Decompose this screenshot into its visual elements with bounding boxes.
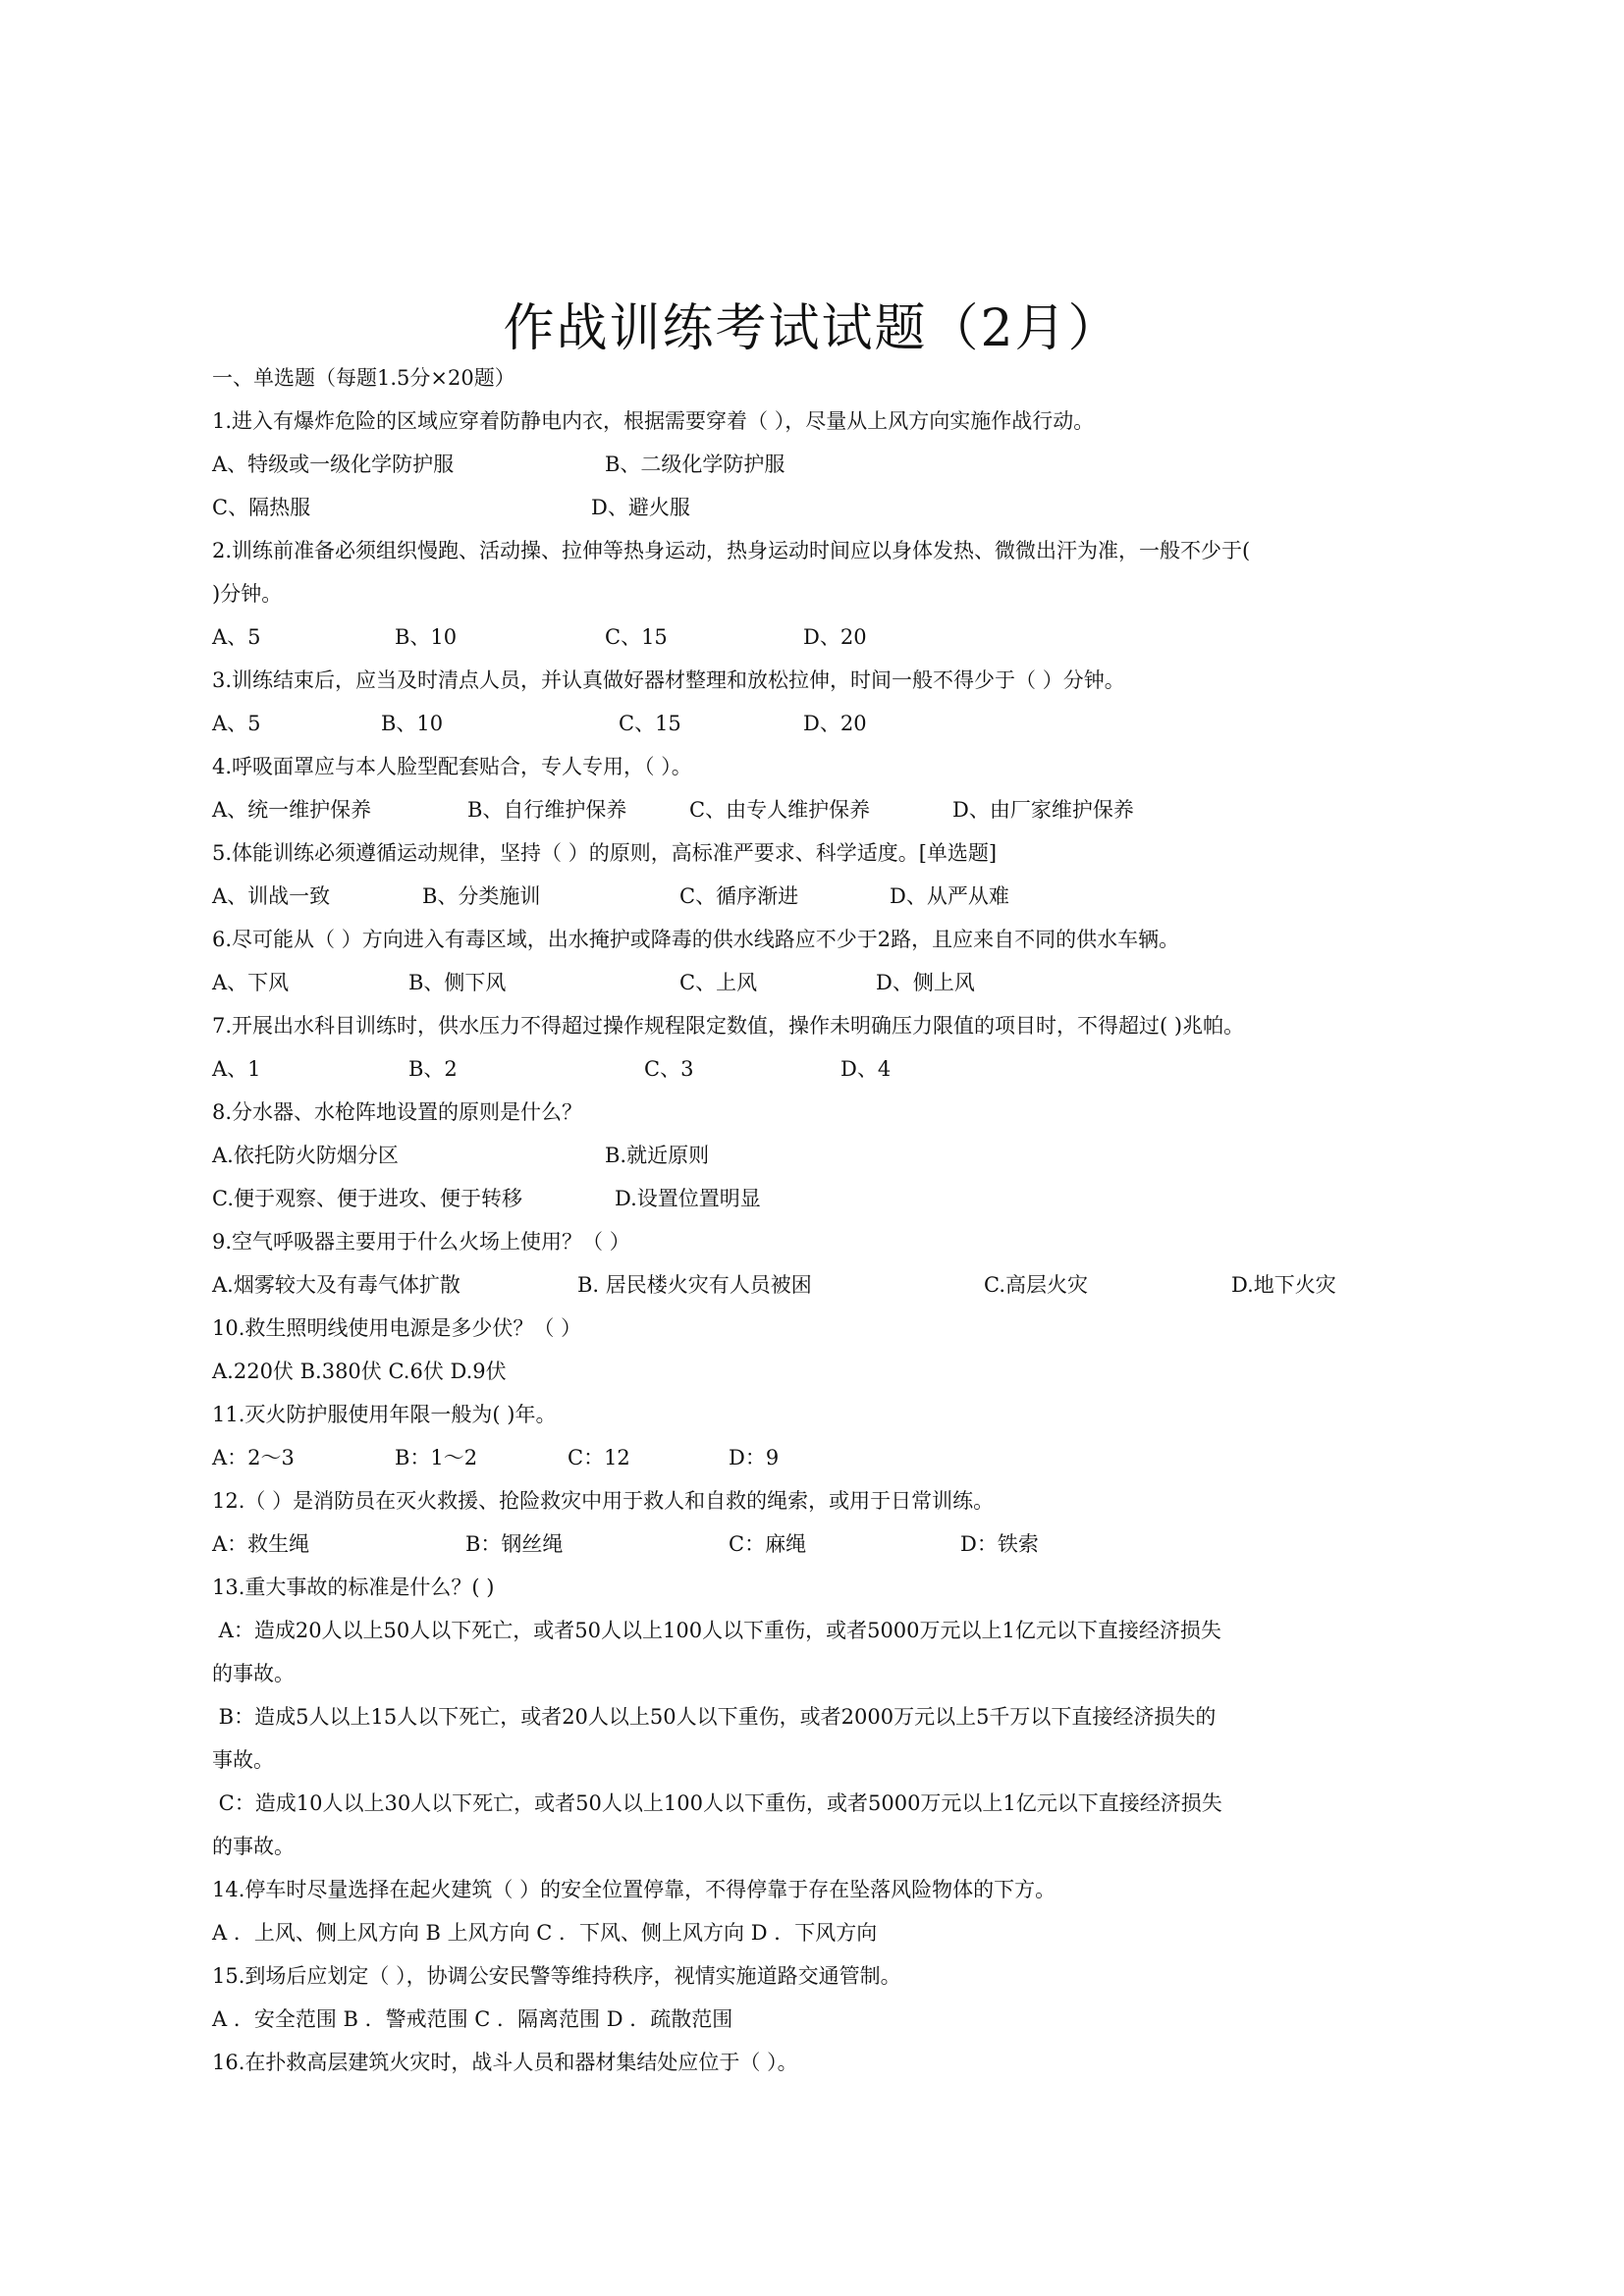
q7-option-d: D、4 bbox=[840, 1057, 892, 1081]
question-13: 13.重大事故的标准是什么？( ) bbox=[212, 1575, 495, 1599]
q9-option-a: A.烟雾较大及有毒气体扩散 bbox=[212, 1273, 460, 1297]
q9-option-d: D.地下火灾 bbox=[1231, 1273, 1336, 1297]
q5-option-d: D、从严从难 bbox=[890, 884, 1009, 908]
question-4: 4.呼吸面罩应与本人脸型配套贴合，专人专用，（ ）。 bbox=[212, 755, 692, 778]
q11-option-a: A：2～3 bbox=[212, 1446, 295, 1469]
q4-option-b: B、自行维护保养 bbox=[467, 798, 627, 822]
question-15-options: A ．安全范围 B ．警戒范围 C ．隔离范围 D ．疏散范围 bbox=[212, 2007, 733, 2031]
question-13-option-a: A：造成20人以上50人以下死亡，或者50人以上100人以下重伤，或者5000万元以上1亿元以下直接经济损失 bbox=[212, 1619, 1221, 1642]
q4-option-c: C、由专人维护保养 bbox=[689, 798, 871, 822]
question-10-options: A.220伏 B.380伏 C.6伏 D.9伏 bbox=[212, 1360, 507, 1383]
q11-option-d: D：9 bbox=[729, 1446, 780, 1469]
q9-option-c: C.高层火灾 bbox=[984, 1273, 1088, 1297]
q2-option-c: C、15 bbox=[605, 625, 668, 649]
q6-option-d: D、侧上风 bbox=[876, 971, 975, 994]
question-7: 7.开展出水科目训练时，供水压力不得超过操作规程限定数值，操作未明确压力限值的项目时，不得超过( )兆帕。 bbox=[212, 1014, 1245, 1038]
q5-option-c: C、循序渐进 bbox=[679, 884, 799, 908]
q4-option-d: D、由厂家维护保养 bbox=[952, 798, 1134, 822]
question-13-option-c-continued: 的事故。 bbox=[212, 1835, 295, 1858]
question-2: 2.训练前准备必须组织慢跑、活动操、拉伸等热身运动，热身运动时间应以身体发热、微微出汗为准，一般不少于( bbox=[212, 539, 1251, 562]
q7-option-c: C、3 bbox=[644, 1057, 694, 1081]
question-15: 15.到场后应划定（ ），协调公安民警等维持秩序，视情实施道路交通管制。 bbox=[212, 1964, 901, 1988]
q8-option-a: A.依托防火防烟分区 bbox=[212, 1144, 399, 1167]
question-5: 5.体能训练必须遵循运动规律，坚持（ ）的原则，高标准严要求、科学适度。[单选题] bbox=[212, 841, 998, 865]
question-2-continued: )分钟。 bbox=[212, 582, 283, 606]
q8-option-b: B.就近原则 bbox=[605, 1144, 710, 1167]
question-9: 9.空气呼吸器主要用于什么火场上使用？（ ） bbox=[212, 1230, 630, 1254]
question-13-option-a-continued: 的事故。 bbox=[212, 1662, 295, 1685]
question-14-options: A ．上风、侧上风方向 B 上风方向 C ．下风、侧上风方向 D ．下风方向 bbox=[212, 1921, 878, 1945]
q2-option-d: D、20 bbox=[803, 625, 867, 649]
q8-option-c: C.便于观察、便于进攻、便于转移 bbox=[212, 1187, 522, 1210]
question-14: 14.停车时尽量选择在起火建筑（ ）的安全位置停靠，不得停靠于存在坠落风险物体的下方。 bbox=[212, 1878, 1056, 1901]
section-heading: 一、单选题（每题1.5分×20题） bbox=[212, 366, 515, 390]
question-13-option-c: C：造成10人以上30人以下死亡，或者50人以上100人以下重伤，或者5000万元以上1亿元以下直接经济损失 bbox=[212, 1791, 1222, 1815]
q3-option-a: A、5 bbox=[212, 712, 261, 735]
q4-option-a: A、统一维护保养 bbox=[212, 798, 372, 822]
question-11: 11.灭火防护服使用年限一般为( )年。 bbox=[212, 1403, 557, 1426]
q6-option-a: A、下风 bbox=[212, 971, 290, 994]
q3-option-c: C、15 bbox=[619, 712, 681, 735]
q5-option-a: A、训战一致 bbox=[212, 884, 331, 908]
q7-option-a: A、1 bbox=[212, 1057, 261, 1081]
q12-option-b: B：钢丝绳 bbox=[465, 1532, 564, 1556]
question-13-option-b-continued: 事故。 bbox=[212, 1748, 274, 1772]
q6-option-b: B、侧下风 bbox=[408, 971, 507, 994]
q12-option-d: D：铁索 bbox=[960, 1532, 1039, 1556]
q3-option-b: B、10 bbox=[381, 712, 444, 735]
question-8: 8.分水器、水枪阵地设置的原则是什么？ bbox=[212, 1100, 583, 1124]
question-16: 16.在扑救高层建筑火灾时，战斗人员和器材集结处应位于（ ）。 bbox=[212, 2051, 798, 2074]
q11-option-b: B：1～2 bbox=[395, 1446, 478, 1469]
page-title: 作战训练考试试题（2月） bbox=[503, 299, 1121, 358]
q1-option-d: D、避火服 bbox=[591, 496, 690, 519]
q1-option-b: B、二级化学防护服 bbox=[605, 453, 785, 476]
q2-option-a: A、5 bbox=[212, 625, 261, 649]
q8-option-d: D.设置位置明显 bbox=[615, 1187, 761, 1210]
question-13-option-b: B：造成5人以上15人以下死亡，或者20人以上50人以下重伤，或者2000万元以上5千万以下直接经济损失的 bbox=[212, 1705, 1217, 1729]
q9-option-b: B. 居民楼火灾有人员被困 bbox=[577, 1273, 812, 1297]
q2-option-b: B、10 bbox=[395, 625, 458, 649]
q11-option-c: C：12 bbox=[568, 1446, 630, 1469]
q3-option-d: D、20 bbox=[803, 712, 867, 735]
q1-option-c: C、隔热服 bbox=[212, 496, 311, 519]
q12-option-c: C：麻绳 bbox=[729, 1532, 807, 1556]
question-10: 10.救生照明线使用电源是多少伏？（ ） bbox=[212, 1316, 582, 1340]
q1-option-a: A、特级或一级化学防护服 bbox=[212, 453, 455, 476]
q5-option-b: B、分类施训 bbox=[422, 884, 541, 908]
q7-option-b: B、2 bbox=[408, 1057, 458, 1081]
q12-option-a: A：救生绳 bbox=[212, 1532, 310, 1556]
q6-option-c: C、上风 bbox=[679, 971, 758, 994]
question-3: 3.训练结束后，应当及时清点人员，并认真做好器材整理和放松拉伸，时间一般不得少于（ ）分钟。 bbox=[212, 668, 1125, 692]
question-6: 6.尽可能从（ ）方向进入有毒区域，出水掩护或降毒的供水线路应不少于2路，且应来自不同的供水车辆。 bbox=[212, 928, 1180, 951]
question-1: 1.进入有爆炸危险的区域应穿着防静电内衣，根据需要穿着（ ），尽量从上风方向实施作战行动。 bbox=[212, 409, 1095, 433]
question-12: 12.（ ）是消防员在灭火救援、抢险救灾中用于救人和自救的绳索，或用于日常训练。 bbox=[212, 1489, 995, 1513]
